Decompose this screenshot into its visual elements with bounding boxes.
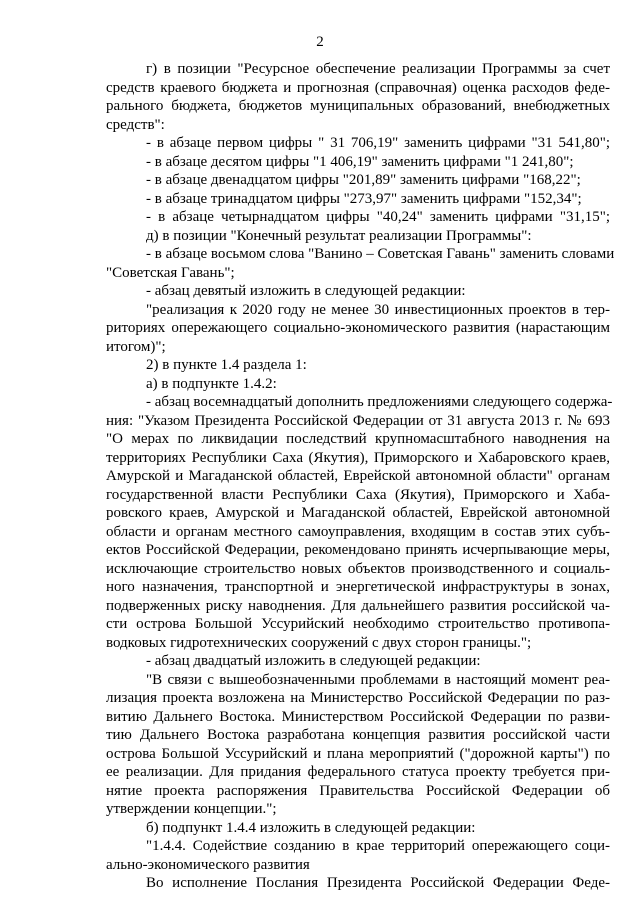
text-line: ектов Российской Федерации, рекомендовано принять исчерпывающие меры, bbox=[106, 542, 610, 558]
text-line: острова Большой Уссурийский и плана мероприятий ("дорожной карты") по bbox=[106, 745, 610, 762]
text-line: Амурской и Магаданской областей, Еврейской автономной области" органам bbox=[106, 468, 610, 484]
text-line: итогом)"; bbox=[106, 338, 166, 355]
text-line: лизация проекта возложена на Министерство Российской Федерации по раз- bbox=[106, 690, 610, 706]
text-line: ровского краев, Амурской и Магаданской областей, Еврейской автономной bbox=[106, 505, 610, 521]
text-line: государственной власти Республики Саха (Якутия), Приморского и Хаба- bbox=[106, 486, 610, 503]
text-line: сти острова Большой Уссурийский необходимо строительство противопа- bbox=[106, 616, 610, 632]
text-line: д) в позиции "Конечный результат реализации Программы": bbox=[146, 227, 532, 244]
text-line: - в абзаце тринадцатом цифры "273,97" заменить цифрами "152,34"; bbox=[146, 190, 582, 207]
text-line: - в абзаце восьмом слова "Ванино – Советская Гавань" заменить словами bbox=[146, 246, 615, 262]
text-line: Во исполнение Послания Президента Российской Федерации Феде- bbox=[146, 875, 610, 891]
text-line: - в абзаце десятом цифры "1 406,19" заменить цифрами "1 241,80"; bbox=[146, 153, 574, 170]
text-line: - в абзаце двенадцатом цифры "201,89" заменить цифрами "168,22"; bbox=[146, 172, 581, 188]
text-line: ее реализации. Для придания федерального статуса проекту требуется при- bbox=[106, 764, 610, 780]
text-line: "В связи с вышеобозначенными проблемами в настоящий момент реа- bbox=[146, 671, 610, 688]
text-line: - в абзаце четырнадцатом цифры "40,24" заменить цифрами "31,15"; bbox=[146, 209, 610, 225]
text-line: "реализация к 2020 году не менее 30 инвестиционных проектов в тер- bbox=[146, 301, 610, 318]
text-line: 2) в пункте 1.4 раздела 1: bbox=[146, 357, 307, 373]
text-line: утверждении концепции."; bbox=[106, 801, 277, 817]
page-number: 2 bbox=[316, 34, 324, 50]
text-line: области и органам местного самоуправления, входящим в состав этих субъ- bbox=[106, 523, 610, 540]
text-line: средств": bbox=[106, 116, 165, 133]
text-line: - абзац восемнадцатый дополнить предложениями следующего содержа- bbox=[146, 394, 613, 410]
text-line: территориях Республики Саха (Якутия), Приморского и Хабаровского краев, bbox=[106, 449, 610, 466]
text-line: б) подпункт 1.4.4 изложить в следующей редакции: bbox=[146, 819, 476, 836]
text-line: рального бюджета, бюджетов муниципальных образований, внебюджетных bbox=[106, 98, 610, 114]
text-line: "1.4.4. Содействие созданию в крае территорий опережающего соци- bbox=[146, 838, 610, 854]
text-line: - в абзаце первом цифры " 31 706,19" заменить цифрами "31 541,80"; bbox=[146, 135, 610, 151]
text-line: водковых гидротехнических сооружений с двух сторон границы."; bbox=[106, 634, 532, 651]
document-body bbox=[106, 60, 615, 893]
text-line: риториях опережающего социально-экономического развития (нарастающим bbox=[106, 320, 610, 336]
text-line: - абзац девятый изложить в следующей редакции: bbox=[146, 283, 466, 299]
text-line: г) в позиции "Ресурсное обеспечение реализации Программы за счет bbox=[146, 61, 610, 77]
text-line: а) в подпункте 1.4.2: bbox=[146, 375, 277, 392]
text-line: витию Дальнего Востока. Министерством Российской Федерации по разви- bbox=[106, 708, 610, 725]
text-line: ально-экономического развития bbox=[106, 856, 310, 873]
text-line: "Советская Гавань"; bbox=[106, 264, 235, 281]
text-line: тию Дальнего Востока разработана концепция развития российской части bbox=[106, 727, 610, 743]
text-line: "О мерах по ликвидации последствий крупномасштабного наводнения на bbox=[106, 431, 610, 447]
text-line: ного назначения, транспортной и энергетической инфраструктуры в зонах, bbox=[106, 579, 610, 595]
text-line: нятие проекта распоряжения Правительства Российской Федерации об bbox=[106, 782, 610, 799]
text-line: ния: "Указом Президента Российской Федерации от 31 августа 2013 г. № 693 bbox=[106, 412, 610, 429]
text-line: средств краевого бюджета и прогнозная (справочная) оценка расходов феде- bbox=[106, 79, 610, 96]
text-line: подверженных риску наводнения. Для дальнейшего развития российской ча- bbox=[106, 597, 610, 614]
text-line: - абзац двадцатый изложить в следующей редакции: bbox=[146, 653, 481, 669]
text-line: исключающие строительство новых объектов производственного и социаль- bbox=[106, 560, 610, 577]
